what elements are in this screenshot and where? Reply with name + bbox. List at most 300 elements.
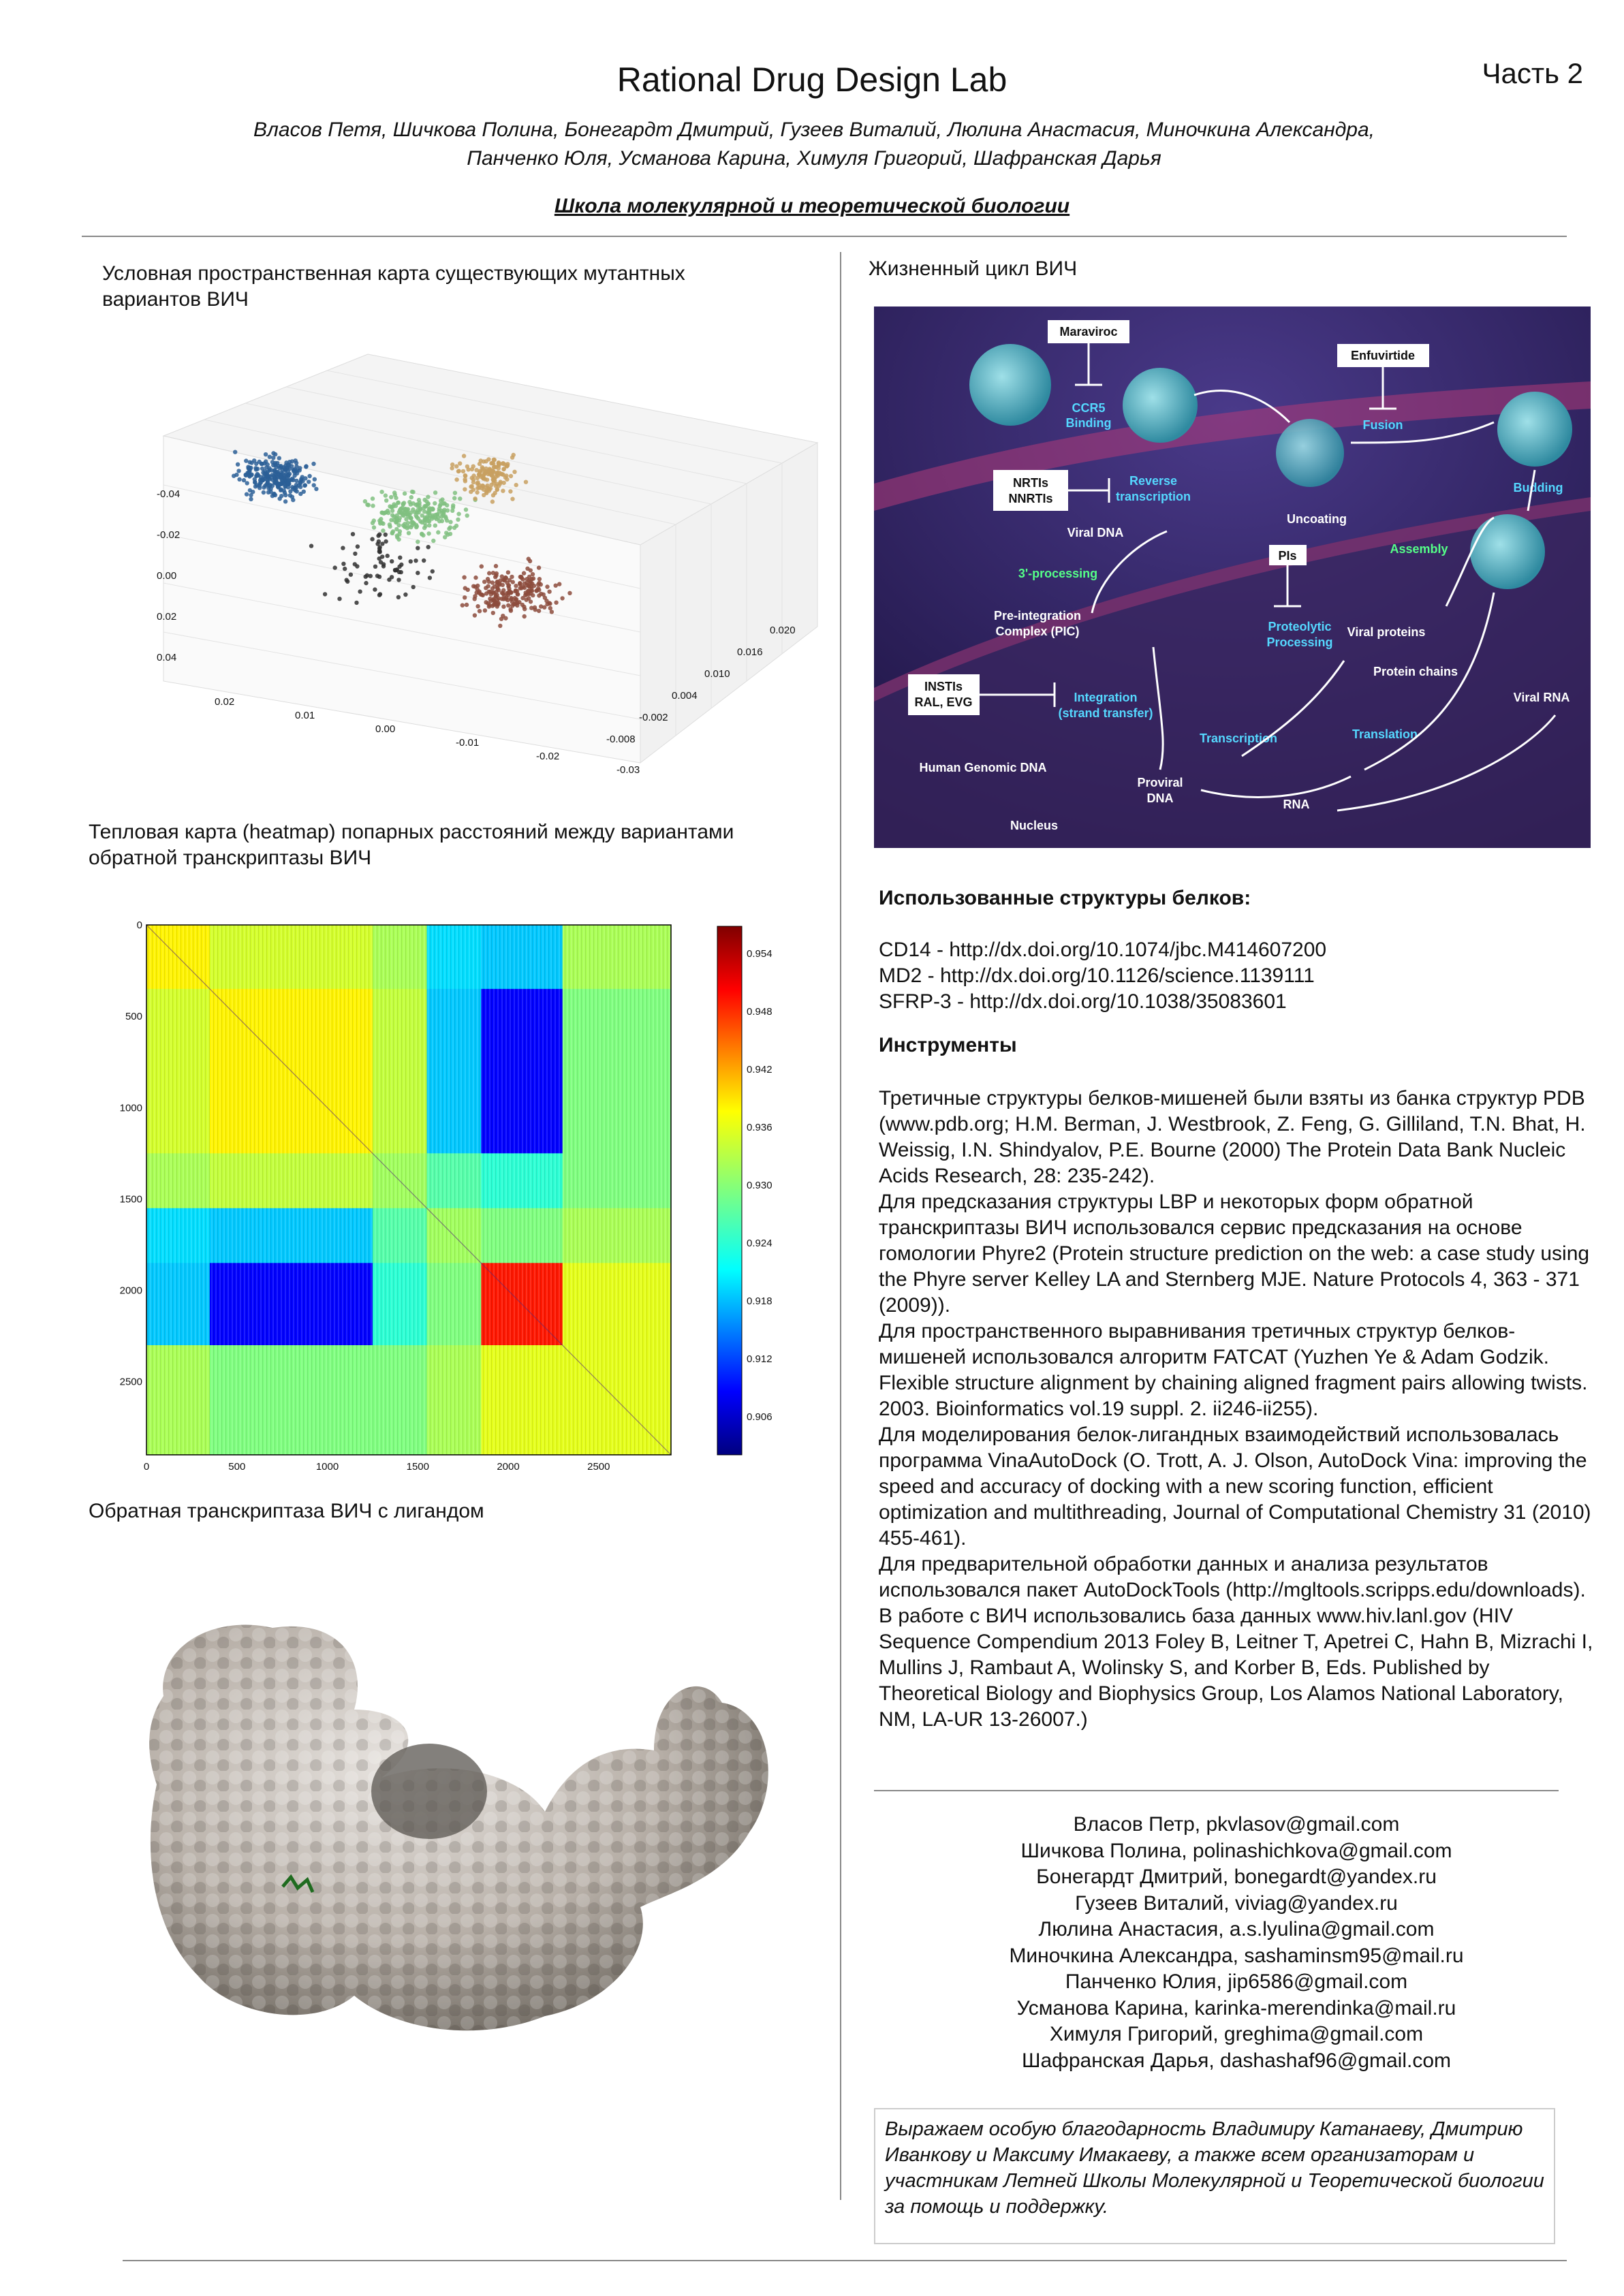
scatter-point [390,509,394,513]
scatter-point [391,529,395,533]
scatter-point [456,518,460,522]
scatter-point [508,489,512,493]
scatter-point [394,516,399,520]
scatter-point [446,508,450,512]
colorbar-tick-label: 0.936 [747,1122,772,1133]
scatter-point [463,595,467,599]
heatmap-figure [109,906,772,1478]
scatter-point [253,480,257,484]
x-tick-label: -0.03 [616,764,640,776]
scatter-point [303,483,307,487]
scatter-point [473,613,477,617]
scatter-point [307,479,311,484]
scatter-point [298,468,302,472]
hiv-diagram [874,306,1591,848]
scatter-point [377,550,381,554]
colorbar-tick-label: 0.954 [747,948,772,960]
fusion-label: Fusion [1362,418,1403,432]
scatter-point [244,458,248,462]
scatter-point [295,489,299,493]
protein-caption: Обратная транскриптаза ВИЧ с лигандом [89,1500,484,1522]
scatter-point [399,511,403,515]
enfuvirtide-label: Enfuvirtide [1350,349,1416,362]
binding-label: Binding [1065,416,1112,430]
scatter-point [279,488,283,492]
scatter-point [373,587,377,591]
scatter-point [373,565,377,569]
scatter-point [397,565,401,569]
scatter-point [490,461,494,465]
scatter-point [378,520,382,524]
scatter-point [237,477,241,482]
scatter-point [480,564,484,568]
y-tick-label: 1000 [119,1102,142,1114]
scatter-point [387,578,391,582]
scatter-point [311,462,315,466]
scatter-point [438,504,442,508]
budding-virion-icon [1497,392,1572,467]
footer-divider [123,2260,1567,2261]
scatter-point [482,493,486,497]
scatter-point [493,479,497,483]
scatter-point [399,507,403,511]
scatter-point [529,606,533,610]
scatter-point [557,582,561,586]
scatter-point [461,469,465,473]
scatter-point [264,459,268,463]
scatter-point [381,529,385,533]
colorbar-tick-label: 0.948 [747,1006,772,1018]
y-tick-label: 0.004 [672,690,698,702]
scatter-point [281,480,285,484]
ral-evg-label: RAL, EVG [914,695,973,709]
scatter-point [283,490,287,494]
scatter-point [505,464,509,468]
structure-item: CD14 - http://dx.doi.org/10.1074/jbc.M414607200 [879,939,1327,961]
scatter-point [510,497,514,501]
scatter-point [389,495,393,499]
uncoating-label: Uncoating [1287,512,1347,526]
scatter-point [437,519,441,523]
scatter-point [482,580,486,584]
structures-heading: Использованные структуры белков: [879,887,1251,909]
x-tick-label: -0.01 [456,737,480,749]
scatter-point [506,570,510,574]
structure-item: SFRP-3 - http://dx.doi.org/10.1038/35083601 [879,990,1287,1013]
scatter-point [458,461,462,465]
scatter-point [497,582,501,586]
scatter-point [475,490,479,494]
scatter-point [380,511,384,515]
scatter-point [465,514,469,518]
scatter-point [307,474,311,478]
scatter-point [545,584,549,588]
scatter-point [354,601,358,605]
scatter-point [257,486,262,490]
scatter-point [507,578,512,582]
authors-line-2: Панченко Юля, Усманова Карина, Химуля Григорий, Шафранская Дарья [467,147,1161,170]
scatter-point [263,484,267,488]
scatter-point [506,591,510,595]
protein-chains-label: Protein chains [1373,665,1458,678]
hiv-caption: Жизненный цикл ВИЧ [869,257,1078,280]
scatter-point [483,608,487,612]
scatter-point [524,480,528,484]
contact-item: Люлина Анастасия, a.s.lyulina@gmail.com [1038,1918,1435,1940]
colorbar-tick-label: 0.906 [747,1411,772,1423]
scatter-point [353,552,357,556]
tools-paragraph: Для пространственного выравнивания третичных структур белков-мишеней использовался алгоритм FATCAT (Yuzhen Ye & Adam Godzik. Flexible structure alignment by chaining aligned fragment pairs allowing twists. 2003. Bioinformatics vol.19 suppl. 2. ii246-ii255). [879,1320,1588,1420]
scatter-point [454,465,458,469]
scatter-point [371,497,375,501]
scatter-point [415,524,419,529]
scatter-point [395,533,399,537]
scatter-point [388,522,392,526]
x-tick-label: 2000 [497,1461,520,1473]
x-tick-label: 0.02 [215,696,235,708]
scatter-point [384,493,388,497]
scatter-point [475,584,480,588]
scatter-point [377,593,381,597]
y-tick-label: -0.002 [639,712,668,723]
scatter-point [501,461,505,465]
scatter-point [396,501,401,505]
scatter-point [409,495,413,499]
proteolytic-label-2: Processing [1266,635,1333,649]
acknowledgements: Выражаем особую благодарность Владимиру Катанаеву, Дмитрию Иванкову и Максиму Имакаеву, а также всем организаторам и участникам Летней Школы Молекулярной и Теоретической биологии за помощь и поддержку. [874,2108,1555,2244]
instis-label: INSTIs [924,680,963,693]
scatter-point [420,514,424,518]
scatter-point [431,539,435,543]
scatter-point [407,531,411,535]
scatter-point [497,596,501,600]
scatter-point [244,473,248,477]
z-tick-label: 0.04 [157,652,177,663]
protein-illustration [136,1607,790,2043]
colorbar-tick-label: 0.942 [747,1064,772,1075]
scatter-point [501,591,505,595]
virion-icon [969,344,1051,426]
virion-fusion-icon [1276,419,1344,487]
scatter-point [460,603,465,608]
scatter-point [539,604,543,608]
scatter-point [290,464,294,468]
scatter-point [269,468,273,472]
scatter-point [470,484,474,488]
scatter-point [290,459,294,463]
scatter-point [491,591,495,595]
y-tick-label: 0 [136,919,142,931]
z-tick-label: 0.02 [157,611,177,623]
scatter-point [413,559,418,563]
structure-item: MD2 - http://dx.doi.org/10.1126/science.1139111 [879,964,1315,987]
scatter-point [390,559,394,563]
scatter-point [522,571,526,575]
scatter-point [519,575,523,579]
scatter-point [475,604,480,608]
y-tick-label: 0.020 [770,625,796,636]
scatter-point [422,506,426,510]
scatter-point [537,565,541,569]
assembly-virion-icon [1470,514,1545,589]
scatter-point [282,475,286,479]
contact-item: Панченко Юлия, jip6586@gmail.com [1065,1970,1408,1993]
scatter-point [490,499,495,503]
scatter-point [422,498,426,502]
scatter-point [403,593,407,597]
scatter-point [337,597,341,601]
scatter-point [488,597,492,601]
scatter-point [527,556,531,561]
scatter-point [488,467,492,471]
scatter-point [535,588,539,593]
scatter-3d-figure [150,341,817,797]
scatter-point [377,533,381,537]
scatter-point [351,532,355,536]
scatter-point [487,571,491,575]
scatter-point [380,554,384,559]
scatter-point [481,476,485,480]
scatter-point [283,463,287,467]
scatter-point [486,584,490,588]
scatter-point [471,584,475,588]
scatter-point [416,571,420,575]
scatter-point [506,603,510,608]
scatter-point [495,571,499,576]
scatter-point [249,497,253,501]
scatter-point [514,598,518,602]
scatter-point [417,498,421,502]
scatter-point [548,606,552,610]
scatter-point [268,455,272,459]
scatter-point [522,614,527,618]
scatter-point [396,578,401,582]
column-divider [840,252,841,2200]
integration-label-1: Integration [1074,691,1138,704]
contact-item: Миночкина Александра, sashaminsm95@mail.ru [1009,1944,1464,1967]
scatter-point [314,487,318,491]
scatter-point [236,469,240,473]
scatter-point [466,467,470,471]
scatter-point [485,477,489,482]
scatter-point [365,573,369,578]
scatter-point [294,465,298,469]
proviral-label-1: Proviral [1137,776,1183,789]
scatter-point [522,607,527,611]
scatter-point [426,507,431,512]
scatter-point [396,595,401,599]
scatter-point [493,584,497,588]
scatter-point [252,458,256,462]
scatter-point [440,497,444,501]
scatter-point [426,545,431,549]
scatter-point [456,512,460,516]
scatter-point [501,489,505,493]
scatter-point [490,580,495,584]
scatter-point [394,496,398,500]
scatter-point [514,483,518,487]
scatter-point [391,504,395,508]
scatter-point [441,501,446,505]
preint-label-2: Complex (PIC) [995,625,1080,638]
y-tick-label: 0.010 [704,668,730,680]
scatter-point [510,456,514,460]
scatter-point [377,539,381,544]
reverse-label: Reverse [1129,474,1178,488]
scatter-point [452,496,456,500]
scatter-point [364,581,368,585]
scatter-point [433,490,437,494]
scatter-point [266,474,270,478]
scatter-point [302,490,306,494]
scatter-point [529,580,533,584]
scatter-point [343,567,347,571]
scatter-point [471,473,475,477]
scatter-point [418,519,422,523]
scatter-point [249,466,253,470]
scatter-point [450,509,454,513]
authors-line-1: Власов Петя, Шичкова Полина, Бонегардт Дмитрий, Гузеев Виталий, Люлина Анастасия, Миночкина Александра, [253,119,1375,141]
x-tick-label: 0.01 [295,710,315,721]
contact-item: Власов Петр, pkvlasov@gmail.com [1073,1813,1400,1836]
scatter-point [233,450,237,454]
scatter-point [448,520,452,524]
scatter-point [416,539,420,544]
scatter-point [516,592,520,596]
contacts-divider [874,1790,1559,1791]
hiv-lifecycle-diagram [874,306,1591,848]
scatter-point [392,490,396,494]
scatter-point [503,475,507,479]
scatter-point [403,524,407,529]
scatter-point [527,584,531,588]
ccr5-label: CCR5 [1072,401,1106,415]
scatter-point [431,569,435,573]
colorbar-tick-label: 0.924 [747,1238,772,1249]
viral-proteins-label: Viral proteins [1347,625,1426,639]
scatter-point [409,559,413,563]
scatter-point [406,514,410,518]
scatter-point [384,539,388,544]
y-tick-label: 0.016 [737,646,763,658]
scatter-point [491,493,495,497]
scatter-point [450,466,454,470]
scatter-point [475,591,479,595]
scatter-point [537,593,541,597]
transcription-label-1: transcription [1115,490,1191,503]
pis-label: PIs [1278,549,1297,563]
scatter-point [422,526,426,530]
scatter-point [543,596,547,600]
scatter-point [397,570,401,574]
x-tick-label: 1500 [406,1461,429,1473]
scatter-point [560,596,564,600]
scatter-point [257,460,262,464]
scatter-point [537,609,541,613]
y-tick-label: 2000 [119,1285,142,1297]
scatter-point [453,491,457,495]
scatter-point [358,589,362,593]
scatter-point [484,490,488,494]
virion-binding-icon [1123,368,1198,443]
scatter-point [303,476,307,480]
scatter-point [502,481,506,485]
scatter-point [441,509,446,514]
scatter-point [487,590,491,594]
colorbar-tick-label: 0.918 [747,1295,772,1307]
scatter-point [372,525,376,529]
scatter-point [554,601,558,605]
scatter-point [478,609,482,613]
scatter-point [510,603,514,608]
scatter-point [498,624,502,628]
z-tick-label: 0.00 [157,570,177,582]
scatter-point [491,611,495,615]
scatter-point [253,466,257,470]
scatter-point [427,523,431,527]
scatter-point [494,465,498,469]
scatter-point [521,584,525,588]
x-tick-label: 1000 [315,1461,339,1473]
scatter-point [398,556,402,560]
scatter-point [447,526,451,531]
scatter-point [247,474,251,478]
scatter-point [484,459,488,463]
scatter-point [277,456,281,460]
contacts-list [879,1812,1594,2074]
scatter-point [390,513,394,517]
scatter-point [529,599,533,603]
scatter-point [277,483,281,487]
contact-item: Шичкова Полина, polinashichkova@gmail.com [1020,1839,1452,1862]
scatter-point [509,474,513,478]
scatter-point [478,462,482,466]
scatter-point [507,583,511,587]
scatter-point [381,564,386,568]
scatter-point [426,494,430,499]
scatter-point [463,473,467,477]
x-tick-label: 0 [143,1461,150,1473]
scatter-point [486,577,490,581]
scatter-point [309,544,313,548]
scatter-point [525,567,529,571]
scatter-point [267,484,271,488]
scatter-3d-chart [150,341,817,797]
scatter-point [473,497,477,501]
scatter-point [341,562,345,566]
scatter-point [481,484,485,488]
scatter-point [471,477,475,482]
tools-paragraph: Третичные структуры белков-мишеней были взяты из банка структур PDB (www.pdb.org; H.M. Berman, J. Westbrook, Z. Feng, G. Gilliland, T.N. Bhat, H. Weissig, I.N. Shindyalov, P.E. Bourne (2000) The Protein Data Bank Nucleic Acids Research, 28: 235-242). [879,1087,1586,1187]
colorbar [717,926,742,1455]
scatter-point [248,488,252,492]
scatter-point [475,486,480,490]
integration-label-2: (strand transfer) [1058,706,1153,720]
scatter-point [458,497,462,501]
scatter-point [297,483,301,487]
colorbar-tick-label: 0.930 [747,1180,772,1191]
scatter-point [402,501,406,505]
scatter-point [264,452,268,456]
scatter-point [444,531,448,535]
scatter-point [283,468,287,472]
scatter-point [489,483,493,487]
scatter-point [524,591,528,595]
scatter-point [456,469,460,473]
scatter-point [234,473,238,477]
x-tick-label: 0.00 [375,723,396,735]
viral-rna-label: Viral RNA [1513,691,1570,704]
